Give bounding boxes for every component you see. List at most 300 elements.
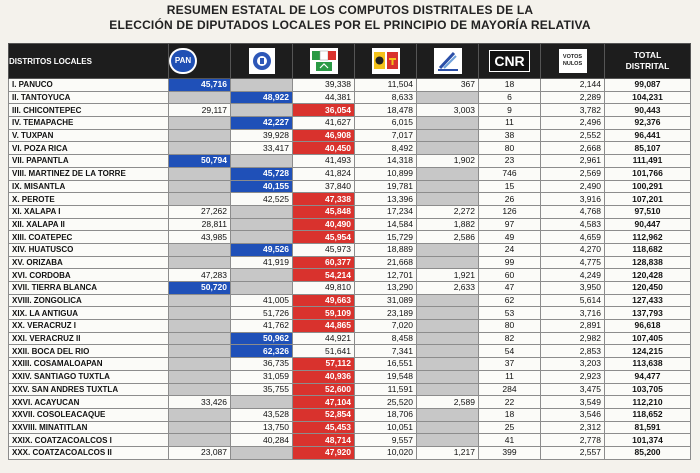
cell-total: 118,652	[605, 408, 691, 421]
cell-nulos: 2,552	[541, 129, 605, 142]
cell-c5	[417, 383, 479, 396]
cell-c5	[417, 256, 479, 269]
cell-name: XXX. COATZACOALCOS II	[9, 446, 169, 459]
pri-pvem-coalition-logo-icon	[310, 48, 338, 74]
cell-cnr: 23	[479, 155, 541, 168]
cell-name: I. PANUCO	[9, 79, 169, 92]
cell-c5: 1,217	[417, 446, 479, 459]
cell-c2: 41,005	[231, 294, 293, 307]
cell-c4: 10,899	[355, 167, 417, 180]
cell-c5	[417, 91, 479, 104]
cell-c4: 16,551	[355, 358, 417, 371]
cell-nulos: 3,716	[541, 307, 605, 320]
cell-cnr: 26	[479, 193, 541, 206]
cell-nulos: 4,659	[541, 231, 605, 244]
cell-c5	[417, 294, 479, 307]
nueva-alianza-coalition-logo-icon	[249, 48, 275, 74]
cell-nulos: 2,923	[541, 370, 605, 383]
cell-c5: 3,003	[417, 104, 479, 117]
cell-c3: 52,600	[293, 383, 355, 396]
table-row	[9, 180, 691, 193]
cell-c3: 52,854	[293, 408, 355, 421]
cell-c3: 57,112	[293, 358, 355, 371]
cell-nulos: 3,203	[541, 358, 605, 371]
cell-pan	[169, 307, 231, 320]
cell-c3: 47,338	[293, 193, 355, 206]
table-row	[9, 104, 691, 117]
cell-nulos: 3,549	[541, 396, 605, 409]
cell-nulos: 3,950	[541, 282, 605, 295]
cell-c2	[231, 79, 293, 92]
cell-nulos: 3,475	[541, 383, 605, 396]
cell-c3: 41,627	[293, 117, 355, 130]
cell-pan	[169, 180, 231, 193]
cell-c2	[231, 218, 293, 231]
cell-pan	[169, 129, 231, 142]
cell-name: XXI. VERACRUZ II	[9, 332, 169, 345]
cell-total: 101,766	[605, 167, 691, 180]
cell-cnr: 399	[479, 446, 541, 459]
cell-c2	[231, 269, 293, 282]
cell-c5: 2,633	[417, 282, 479, 295]
table-row	[9, 434, 691, 447]
cell-c2: 41,919	[231, 256, 293, 269]
cell-pan: 23,087	[169, 446, 231, 459]
cell-pan	[169, 243, 231, 256]
table-row	[9, 408, 691, 421]
cell-pan: 45,716	[169, 79, 231, 92]
cell-name: XX. VERACRUZ I	[9, 320, 169, 333]
cell-c4: 23,189	[355, 307, 417, 320]
cell-c5	[417, 320, 479, 333]
pan-logo-icon: PAN	[169, 48, 197, 74]
cell-nulos: 2,668	[541, 142, 605, 155]
cell-total: 101,374	[605, 434, 691, 447]
cell-c3: 40,936	[293, 370, 355, 383]
cell-pan: 50,794	[169, 155, 231, 168]
cell-c2: 51,726	[231, 307, 293, 320]
cell-cnr: 62	[479, 294, 541, 307]
cell-c5: 367	[417, 79, 479, 92]
cell-c4: 6,015	[355, 117, 417, 130]
cell-c3: 41,824	[293, 167, 355, 180]
cell-pan	[169, 167, 231, 180]
cell-name: XV. ORIZABA	[9, 256, 169, 269]
cell-c2: 62,326	[231, 345, 293, 358]
cell-total: 96,618	[605, 320, 691, 333]
header-party-5	[417, 44, 479, 79]
results-table	[8, 43, 691, 460]
cell-total: 97,510	[605, 205, 691, 218]
cell-cnr: 47	[479, 282, 541, 295]
cell-c4: 18,706	[355, 408, 417, 421]
cell-nulos: 2,569	[541, 167, 605, 180]
header-nulos: VOTOS NULOS	[541, 44, 605, 79]
table-row	[9, 218, 691, 231]
table-row	[9, 370, 691, 383]
cell-total: 104,231	[605, 91, 691, 104]
prd-pt-coalition-logo-icon	[372, 48, 400, 74]
cell-nulos: 4,768	[541, 205, 605, 218]
cell-cnr: 18	[479, 408, 541, 421]
cell-cnr: 18	[479, 79, 541, 92]
header-pan	[169, 44, 231, 79]
cell-cnr: 41	[479, 434, 541, 447]
cell-name: XVII. TIERRA BLANCA	[9, 282, 169, 295]
table-row	[9, 117, 691, 130]
cell-c2	[231, 282, 293, 295]
cell-name: VI. POZA RICA	[9, 142, 169, 155]
cell-c5	[417, 243, 479, 256]
cell-c4: 9,557	[355, 434, 417, 447]
cell-c4: 31,089	[355, 294, 417, 307]
header-party-2	[231, 44, 293, 79]
cell-name: XVIII. ZONGOLICA	[9, 294, 169, 307]
table-row	[9, 79, 691, 92]
cell-c3: 46,908	[293, 129, 355, 142]
cell-c3: 40,490	[293, 218, 355, 231]
header-total: TOTAL DISTRITAL	[605, 44, 691, 79]
cell-total: 99,087	[605, 79, 691, 92]
cell-nulos: 4,270	[541, 243, 605, 256]
table-row	[9, 345, 691, 358]
cell-c4: 10,051	[355, 421, 417, 434]
cell-c4: 8,633	[355, 91, 417, 104]
cell-total: 107,405	[605, 332, 691, 345]
cell-cnr: 99	[479, 256, 541, 269]
cell-c2	[231, 104, 293, 117]
cell-name: X. PEROTE	[9, 193, 169, 206]
cell-c2: 42,227	[231, 117, 293, 130]
cell-c3: 51,641	[293, 345, 355, 358]
cell-c2: 42,525	[231, 193, 293, 206]
cell-c4: 7,017	[355, 129, 417, 142]
cell-c3: 45,954	[293, 231, 355, 244]
cell-total: 92,376	[605, 117, 691, 130]
cell-pan	[169, 434, 231, 447]
cell-c5	[417, 180, 479, 193]
cell-total: 120,428	[605, 269, 691, 282]
cell-pan: 29,117	[169, 104, 231, 117]
cell-cnr: 15	[479, 180, 541, 193]
cell-total: 94,477	[605, 370, 691, 383]
cell-c2: 41,762	[231, 320, 293, 333]
cell-cnr: 97	[479, 218, 541, 231]
cell-pan	[169, 256, 231, 269]
cell-nulos: 2,289	[541, 91, 605, 104]
cell-c4: 10,020	[355, 446, 417, 459]
cell-name: XXVII. COSOLEACAQUE	[9, 408, 169, 421]
cell-c3: 47,920	[293, 446, 355, 459]
cell-c3: 41,493	[293, 155, 355, 168]
cell-total: 111,491	[605, 155, 691, 168]
report-title-line-1: RESUMEN ESTATAL DE LOS COMPUTOS DISTRITALES DE LA	[166, 3, 534, 17]
cell-c4: 11,591	[355, 383, 417, 396]
alianza-logo-icon	[434, 48, 462, 74]
cell-c5: 1,882	[417, 218, 479, 231]
cell-c5	[417, 332, 479, 345]
cell-c4: 21,668	[355, 256, 417, 269]
cell-c3: 44,381	[293, 91, 355, 104]
cell-name: V. TUXPAN	[9, 129, 169, 142]
cell-c4: 7,341	[355, 345, 417, 358]
cell-c2: 33,417	[231, 142, 293, 155]
cell-pan	[169, 383, 231, 396]
cell-cnr: 80	[479, 142, 541, 155]
cell-pan: 28,811	[169, 218, 231, 231]
table-row	[9, 231, 691, 244]
cell-nulos: 4,775	[541, 256, 605, 269]
cell-name: XXVI. ACAYUCAN	[9, 396, 169, 409]
cell-pan	[169, 193, 231, 206]
table-row	[9, 294, 691, 307]
cell-name: XII. XALAPA II	[9, 218, 169, 231]
cell-c4: 14,318	[355, 155, 417, 168]
cell-name: XXVIII. MINATITLAN	[9, 421, 169, 434]
cell-nulos: 2,496	[541, 117, 605, 130]
cell-cnr: 49	[479, 231, 541, 244]
cell-c3: 36,054	[293, 104, 355, 117]
cell-c2: 43,528	[231, 408, 293, 421]
cell-c3: 44,921	[293, 332, 355, 345]
cell-cnr: 6	[479, 91, 541, 104]
cell-c3: 44,865	[293, 320, 355, 333]
cell-c5	[417, 345, 479, 358]
cell-total: 81,591	[605, 421, 691, 434]
report-title-line-2: ELECCIÓN DE DIPUTADOS LOCALES POR EL PRINCIPIO DE MAYORÍA RELATIVA	[109, 18, 591, 32]
cell-nulos: 2,557	[541, 446, 605, 459]
cell-c4: 13,290	[355, 282, 417, 295]
cell-name: XXV. SAN ANDRES TUXTLA	[9, 383, 169, 396]
cell-c5	[417, 193, 479, 206]
cell-c5: 2,272	[417, 205, 479, 218]
cell-name: IV. TEMAPACHE	[9, 117, 169, 130]
cell-c4: 7,020	[355, 320, 417, 333]
cell-c5	[417, 358, 479, 371]
header-row	[9, 44, 691, 79]
cell-cnr: 9	[479, 104, 541, 117]
table-row	[9, 155, 691, 168]
cell-c3: 45,453	[293, 421, 355, 434]
cell-c3: 39,338	[293, 79, 355, 92]
cell-name: XI. XALAPA I	[9, 205, 169, 218]
cell-pan	[169, 117, 231, 130]
cell-c2: 49,526	[231, 243, 293, 256]
cell-cnr: 82	[479, 332, 541, 345]
cell-c5	[417, 307, 479, 320]
table-row	[9, 383, 691, 396]
cell-name: III. CHICONTEPEC	[9, 104, 169, 117]
cell-cnr: 54	[479, 345, 541, 358]
table-row	[9, 421, 691, 434]
table-row	[9, 320, 691, 333]
cell-cnr: 22	[479, 396, 541, 409]
cell-c5	[417, 370, 479, 383]
table-row	[9, 446, 691, 459]
cell-pan	[169, 294, 231, 307]
cell-name: XXIX. COATZACOALCOS I	[9, 434, 169, 447]
cell-nulos: 3,546	[541, 408, 605, 421]
cell-c2: 31,059	[231, 370, 293, 383]
cell-c2	[231, 446, 293, 459]
cell-nulos: 5,614	[541, 294, 605, 307]
table-row	[9, 396, 691, 409]
cell-cnr: 284	[479, 383, 541, 396]
cell-nulos: 4,583	[541, 218, 605, 231]
cell-c5	[417, 167, 479, 180]
cell-cnr: 24	[479, 243, 541, 256]
table-row	[9, 358, 691, 371]
cell-nulos: 2,144	[541, 79, 605, 92]
cell-c4: 8,492	[355, 142, 417, 155]
cell-name: XIII. COATEPEC	[9, 231, 169, 244]
cell-total: 128,838	[605, 256, 691, 269]
cell-total: 137,793	[605, 307, 691, 320]
cell-c2: 36,735	[231, 358, 293, 371]
cell-c4: 18,478	[355, 104, 417, 117]
cell-total: 96,441	[605, 129, 691, 142]
table-row	[9, 243, 691, 256]
cell-c5	[417, 421, 479, 434]
cell-total: 118,682	[605, 243, 691, 256]
cell-c4: 25,520	[355, 396, 417, 409]
cell-c4: 13,396	[355, 193, 417, 206]
header-party-4	[355, 44, 417, 79]
table-row	[9, 332, 691, 345]
cell-total: 85,200	[605, 446, 691, 459]
cell-name: XXIV. SANTIAGO TUXTLA	[9, 370, 169, 383]
cell-c2: 40,155	[231, 180, 293, 193]
cell-cnr: 25	[479, 421, 541, 434]
cell-total: 120,450	[605, 282, 691, 295]
cell-c3: 40,450	[293, 142, 355, 155]
header-party-3	[293, 44, 355, 79]
cell-nulos: 2,961	[541, 155, 605, 168]
cell-pan	[169, 358, 231, 371]
cell-cnr: 11	[479, 370, 541, 383]
table-row	[9, 256, 691, 269]
cell-pan: 27,262	[169, 205, 231, 218]
cell-c5	[417, 117, 479, 130]
cell-c2: 39,928	[231, 129, 293, 142]
table-row	[9, 282, 691, 295]
cell-nulos: 2,312	[541, 421, 605, 434]
cell-c2	[231, 155, 293, 168]
cell-c5: 1,902	[417, 155, 479, 168]
cell-pan	[169, 91, 231, 104]
cell-cnr: 80	[479, 320, 541, 333]
cell-name: VIII. MARTINEZ DE LA TORRE	[9, 167, 169, 180]
cell-c2	[231, 205, 293, 218]
cell-c5: 2,586	[417, 231, 479, 244]
cell-total: 112,962	[605, 231, 691, 244]
cell-total: 124,215	[605, 345, 691, 358]
cell-c3: 37,840	[293, 180, 355, 193]
cell-total: 127,433	[605, 294, 691, 307]
cell-nulos: 2,982	[541, 332, 605, 345]
cell-name: XXII. BOCA DEL RIO	[9, 345, 169, 358]
cell-total: 113,638	[605, 358, 691, 371]
cell-name: XIV. HUATUSCO	[9, 243, 169, 256]
cell-nulos: 2,778	[541, 434, 605, 447]
cell-nulos: 3,916	[541, 193, 605, 206]
results-body	[9, 79, 691, 460]
cell-cnr: 37	[479, 358, 541, 371]
table-row	[9, 91, 691, 104]
cell-nulos: 3,782	[541, 104, 605, 117]
cell-name: XIX. LA ANTIGUA	[9, 307, 169, 320]
cell-total: 112,210	[605, 396, 691, 409]
table-row	[9, 193, 691, 206]
cell-name: XVI. CORDOBA	[9, 269, 169, 282]
cell-cnr: 126	[479, 205, 541, 218]
cell-c4: 19,781	[355, 180, 417, 193]
table-row	[9, 205, 691, 218]
cell-c5	[417, 129, 479, 142]
cell-c4: 14,584	[355, 218, 417, 231]
cell-name: XXIII. COSAMALOAPAN	[9, 358, 169, 371]
cell-pan	[169, 370, 231, 383]
cell-c4: 17,234	[355, 205, 417, 218]
cell-pan	[169, 332, 231, 345]
cell-c5	[417, 408, 479, 421]
cell-c2: 48,922	[231, 91, 293, 104]
header-cnr: CNR	[479, 44, 541, 79]
cell-nulos: 4,249	[541, 269, 605, 282]
cell-pan: 43,985	[169, 231, 231, 244]
cell-cnr: 11	[479, 117, 541, 130]
cell-name: II. TANTOYUCA	[9, 91, 169, 104]
cell-c4: 8,458	[355, 332, 417, 345]
cell-c3: 59,109	[293, 307, 355, 320]
cell-c3: 48,714	[293, 434, 355, 447]
header-distritos: DISTRITOS LOCALES	[9, 44, 169, 79]
cell-total: 100,291	[605, 180, 691, 193]
cell-name: VII. PAPANTLA	[9, 155, 169, 168]
table-row	[9, 269, 691, 282]
table-row	[9, 129, 691, 142]
cell-c2	[231, 231, 293, 244]
cell-total: 107,201	[605, 193, 691, 206]
cell-name: IX. MISANTLA	[9, 180, 169, 193]
cell-c2: 45,728	[231, 167, 293, 180]
cell-nulos: 2,891	[541, 320, 605, 333]
cell-pan: 50,720	[169, 282, 231, 295]
cell-pan	[169, 421, 231, 434]
cell-nulos: 2,490	[541, 180, 605, 193]
cell-pan	[169, 142, 231, 155]
cell-pan: 47,283	[169, 269, 231, 282]
cell-c4: 11,504	[355, 79, 417, 92]
cell-cnr: 38	[479, 129, 541, 142]
cell-nulos: 2,853	[541, 345, 605, 358]
table-row	[9, 142, 691, 155]
cell-pan	[169, 320, 231, 333]
cell-c3: 54,214	[293, 269, 355, 282]
cell-c4: 12,701	[355, 269, 417, 282]
cell-c4: 19,548	[355, 370, 417, 383]
cell-c3: 49,810	[293, 282, 355, 295]
cell-c3: 60,377	[293, 256, 355, 269]
cell-c3: 45,973	[293, 243, 355, 256]
cell-c5: 1,921	[417, 269, 479, 282]
cell-pan: 33,426	[169, 396, 231, 409]
cell-total: 90,443	[605, 104, 691, 117]
cell-c3: 47,104	[293, 396, 355, 409]
cell-c4: 18,889	[355, 243, 417, 256]
cell-c5	[417, 142, 479, 155]
cell-cnr: 746	[479, 167, 541, 180]
